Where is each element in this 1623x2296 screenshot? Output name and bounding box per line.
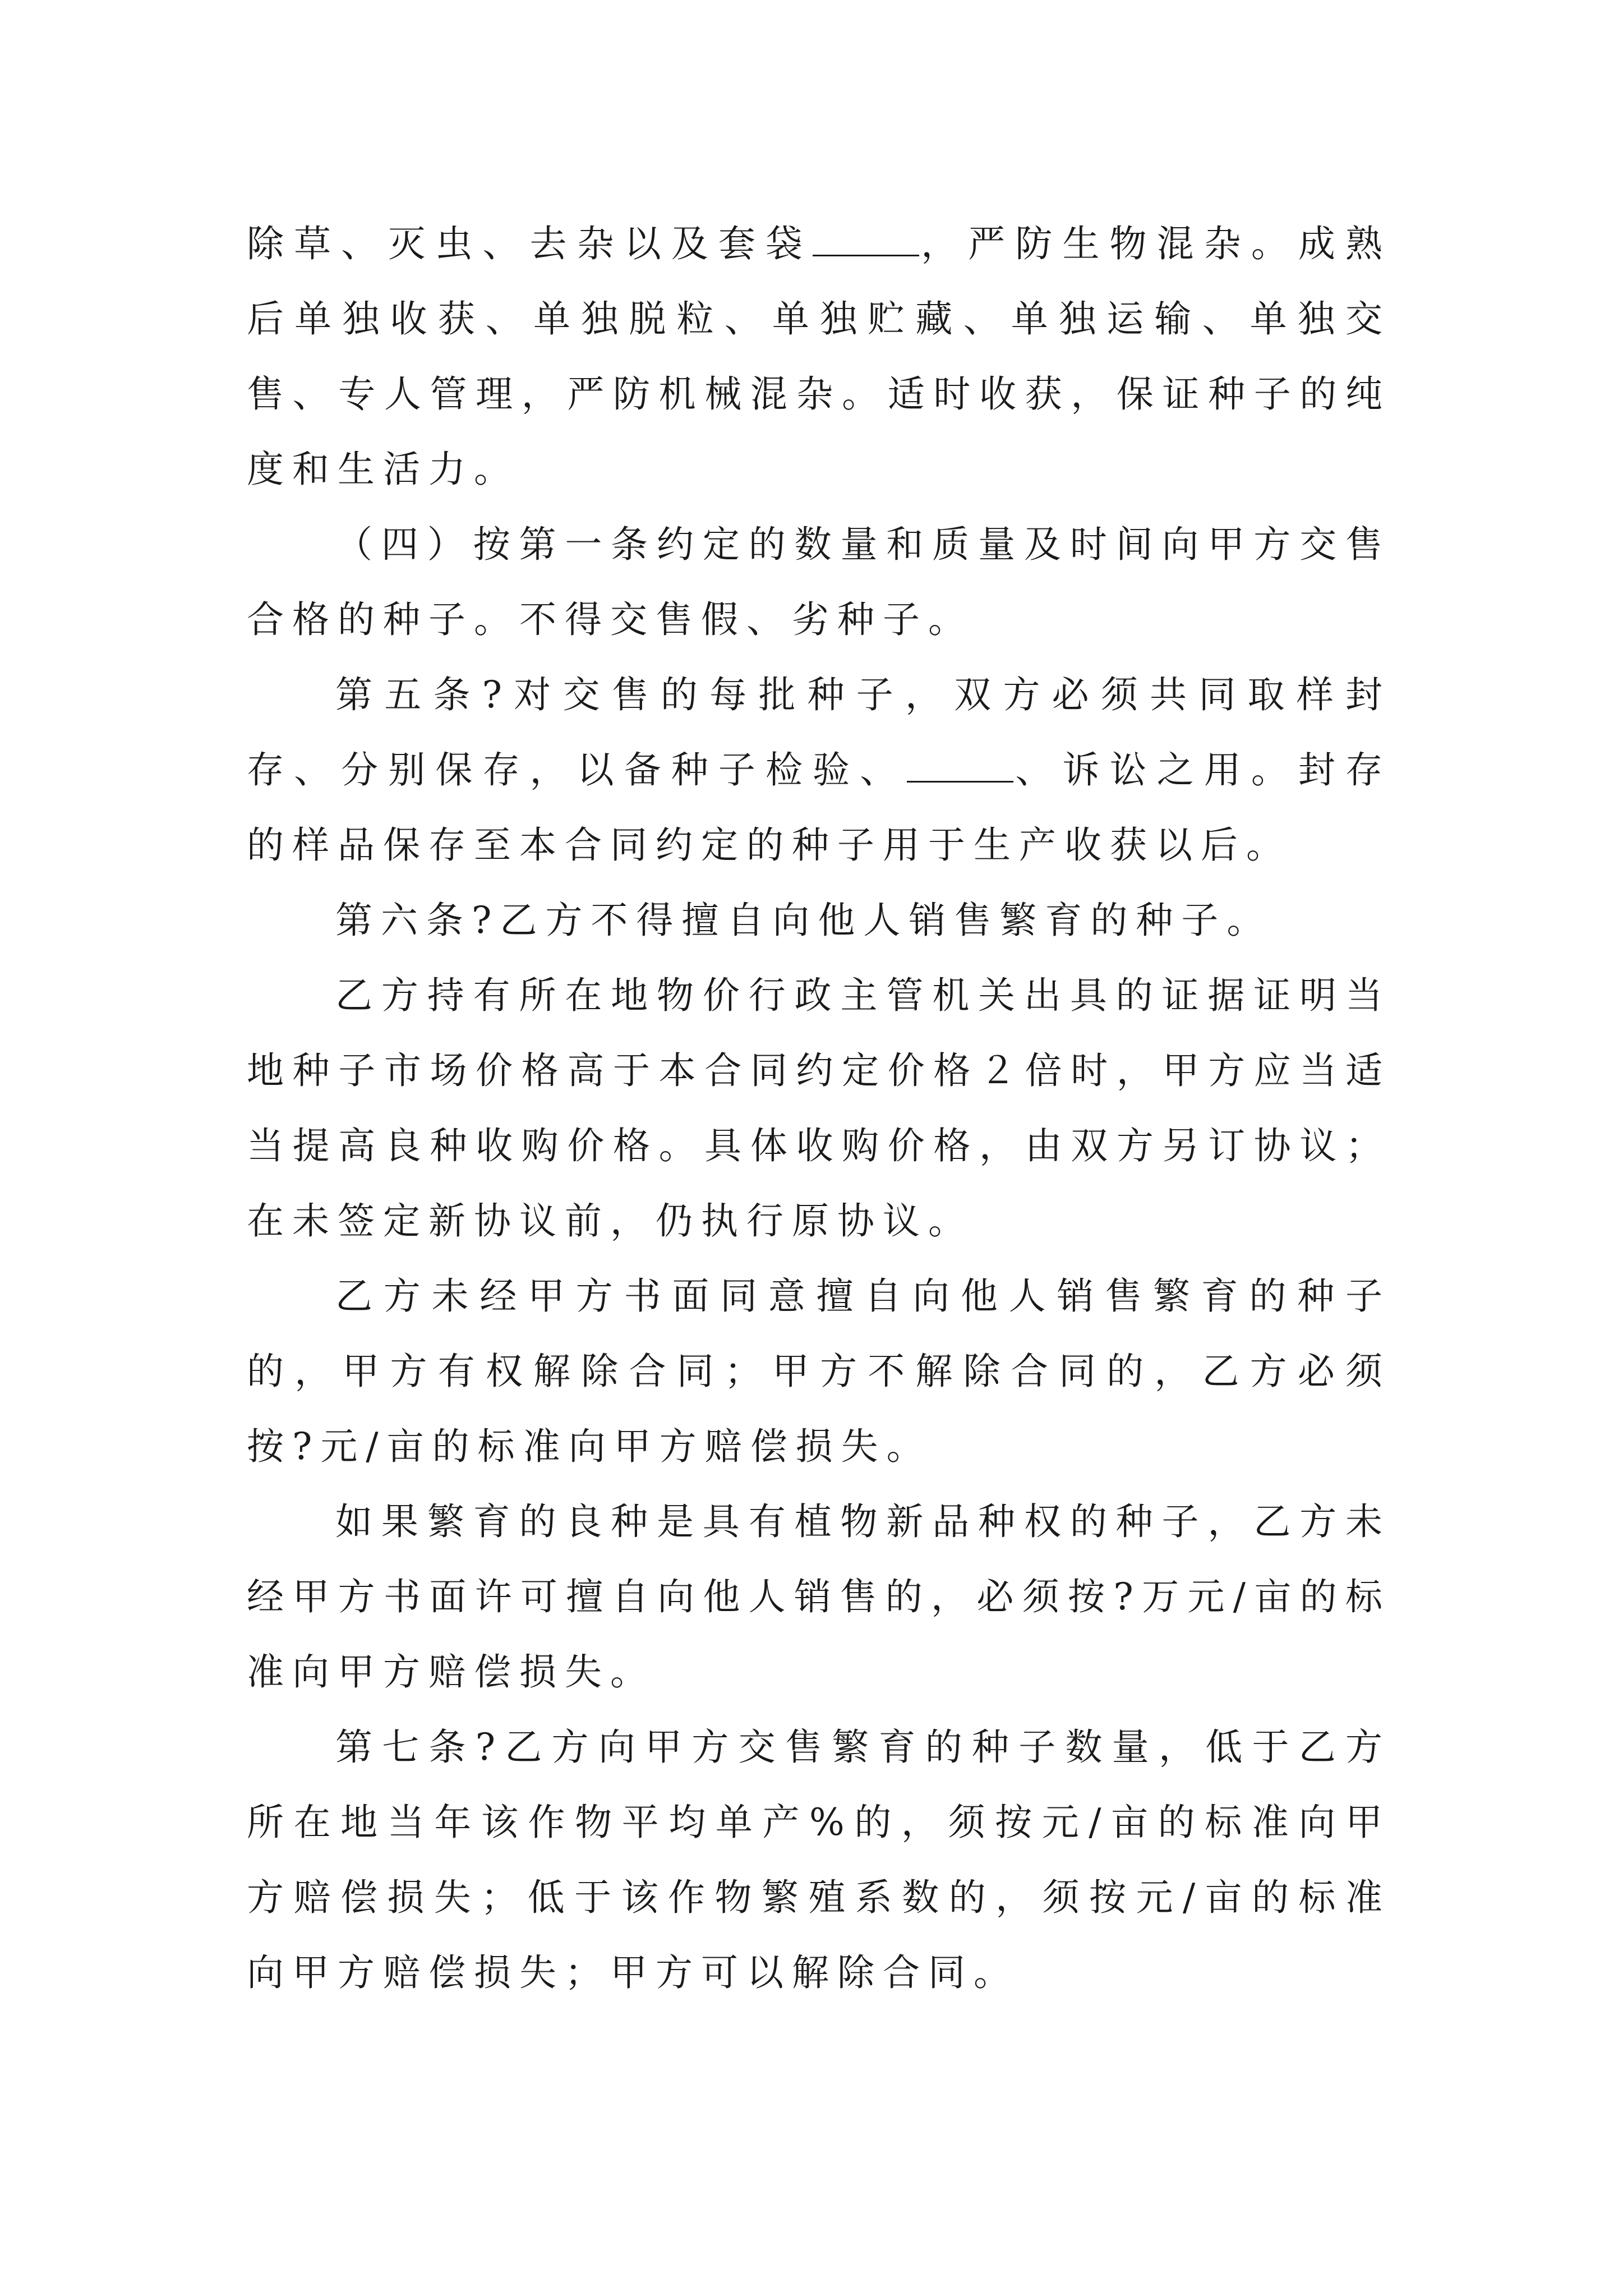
fill-in-blank [907, 747, 1013, 783]
paragraph-p2: （四）按第一条约定的数量和质量及时间向甲方交售合格的种子。不得交售假、劣种子。 [247, 523, 1391, 641]
paragraph-text: ，严防生物混杂。成熟后单独收获、单独脱粒、单独贮藏、单独运输、单独交售、专人管理，严防机械混杂。适时收获，保证种子的纯度和生活力。 [247, 222, 1391, 491]
paragraph-p4: 第六条?乙方不得擅自向他人销售繁育的种子。 [335, 899, 1272, 942]
fill-in-blank [813, 221, 919, 256]
paragraph-p5: 乙方持有所在地物价行政主管机关出具的证据证明当地种子市场价格高于本合同约定价格２倍时，甲方应当适当提高良种收购价格。具体收购价格，由双方另订协议；在未签定新协议前，仍执行原协议。 [247, 974, 1391, 1243]
paragraph-p1 [247, 206, 1391, 507]
paragraph-p3 [247, 657, 1391, 883]
paragraph-text: 第五条?对交售的每批种子，双方必须共同取样封存、分别保存，以备种子检验、 [247, 673, 1391, 792]
paragraph-p6: 乙方未经甲方书面同意擅自向他人销售繁育的种子的，甲方有权解除合同；甲方不解除合同的，乙方必须按?元/亩的标准向甲方赔偿损失。 [247, 1274, 1391, 1468]
document-body [247, 206, 1391, 2010]
paragraph-p8: 第七条?乙方向甲方交售繁育的种子数量，低于乙方所在地当年该作物平均单产%的，须按元/亩的标准向甲方赔偿损失；低于该作物繁殖系数的，须按元/亩的标准向甲方赔偿损失；甲方可以解除合同。 [247, 1726, 1391, 1994]
paragraph-text: 除草、灭虫、去杂以及套袋 [247, 222, 813, 265]
paragraph-text: 、诉讼之用。封存的样品保存至本合同约定的种子用于生产收获以后。 [247, 748, 1391, 867]
paragraph-p7: 如果繁育的良种是具有植物新品种权的种子，乙方未经甲方书面许可擅自向他人销售的，必须按?万元/亩的标准向甲方赔偿损失。 [247, 1500, 1391, 1694]
